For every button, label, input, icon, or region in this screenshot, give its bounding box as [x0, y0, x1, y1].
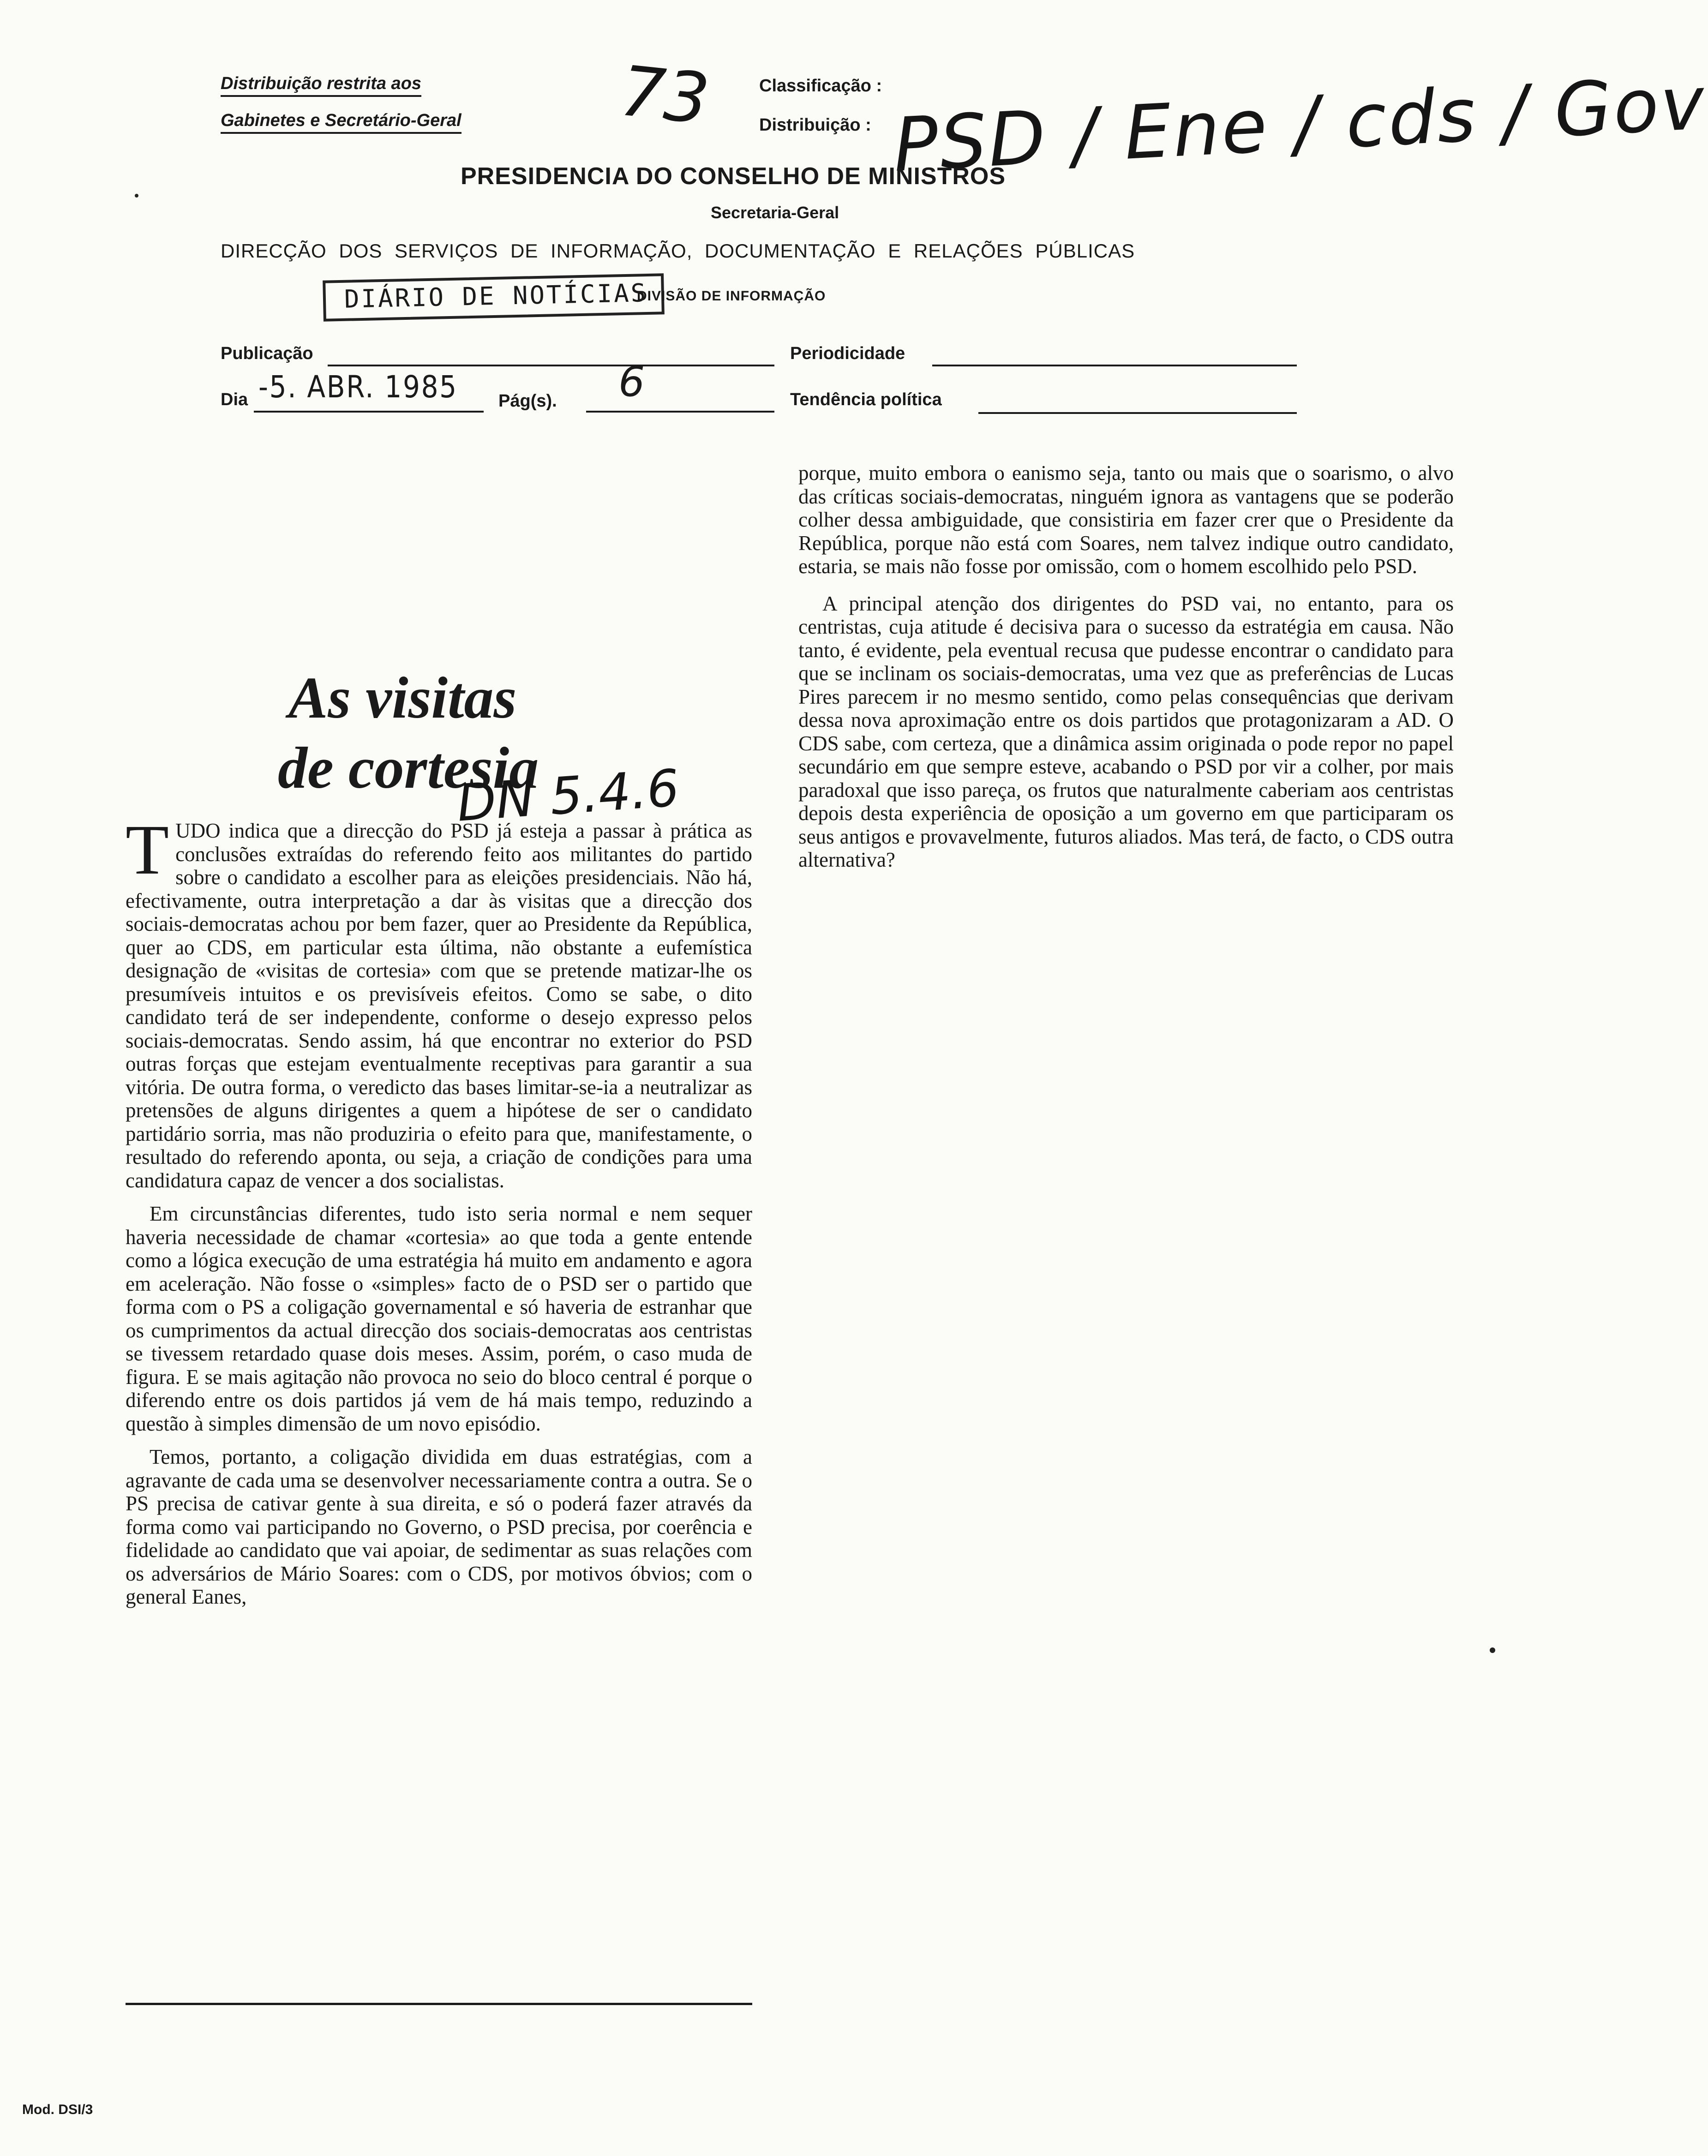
column-end-rule [126, 2003, 752, 2005]
distribution-restricted-line2: Gabinetes e Secretário-Geral [221, 111, 461, 131]
tendencia-label: Tendência política [790, 390, 942, 409]
publication-stamp: DIÁRIO DE NOTÍCIAS [323, 273, 665, 321]
article-paragraph-5: A principal atenção dos dirigentes do PSD vai, no entanto, para os centristas, cuja atitude é decisiva para o sucesso da estratégia em causa. Não tanto, é evidente, pela eventual recusa que pudesse encontrar o candidato para que se inclinam os sociais-democratas, uma vez que as preferências de Lucas Pires parecem ir no mesmo sentido, como pelas consequências que derivam dessa nova aproximação entre os dois partidos que protagonizaram a AD. O CDS sabe, com certeza, que a dinâmica assim originada o pode repor no papel secundário em que sempre esteve, acabando o PSD por vir a colher, por mais paradoxal que isso pareça, os frutos que naturalmente caberiam aos centristas depois desta experiência de oposição a um governo em que participaram os seus antigos e provavelmente, futuros aliados. Mas terá, de facto, o CDS outra alternativa? [798, 592, 1454, 871]
pags-line [586, 411, 774, 413]
publicacao-line [328, 365, 774, 366]
article-right-column [798, 461, 1454, 872]
periodicidade-line [932, 365, 1297, 366]
article-left-column [126, 811, 752, 1609]
pags-value: 6 [618, 358, 645, 406]
secretaria-geral: Secretaria-Geral [711, 203, 839, 222]
article-paragraph-3: Temos, portanto, a coligação dividida em duas estratégias, com a agravante de cada uma se desenvolver necessariamente contra a outra. Se o PS precisa de cativar gente à sua direita, e só o poderá fazer através da forma como vai participando no Governo, o PSD precisa, por coerência e fidelidade ao candidato que vai apoiar, de sedimentar as suas relações com os adversários de Mário Soares: com o CDS, por motivos óbvios; com o general Eanes, [126, 1445, 752, 1608]
dia-value: -5. ABR. 1985 [258, 369, 458, 405]
article-title-line1: As visitas [288, 665, 517, 731]
handwritten-number: 73 [617, 51, 713, 140]
pags-label: Pág(s). [498, 391, 557, 411]
article-paragraph-2: Em circunstâncias diferentes, tudo isto seria normal e nem sequer haveria necessidade de chamar «cortesia» ao que toda a gente entende como a lógica execução de uma estratégia há muito em andamento e agora em aceleração. Não fosse o «simples» facto de o PSD ser o partido que forma com o PS a coligação governamental e só haveria de estranhar que os cumprimentos da actual direcção dos sociais-democratas aos centristas se tivessem retardado quase dois meses. Assim, porém, o caso muda de figura. E se mais agitação não provoca no seio do bloco central é porque o diferendo entre os dois partidos já vem de há mais tempo, reduzindo a questão à simples dimensão de um novo episódio. [126, 1202, 752, 1435]
dia-line [254, 411, 484, 413]
organization-title: PRESIDENCIA DO CONSELHO DE MINISTROS [461, 163, 1006, 190]
form-code: Mod. DSI/3 [22, 2102, 93, 2117]
distribution-restricted-line1: Distribuição restrita aos [221, 74, 421, 94]
tendencia-line [978, 412, 1297, 414]
classificacao-label: Classificação : [759, 76, 882, 96]
article-paragraph-4: porque, muito embora o eanismo seja, tanto ou mais que o soarismo, o alvo das críticas sociais-democratas, ninguém ignora as vantagens que se poderão colher dessa ambiguidade, que consistiria em fazer crer que o Presidente da República, porque não está com Soares, nem talvez indique outro candidato, estaria, se mais não fosse por omissão, com o homem escolhido pelo PSD. [798, 461, 1454, 578]
print-speck [135, 194, 138, 198]
handwritten-annotation: DN 5.4.6 [455, 758, 681, 833]
publicacao-label: Publicação [221, 344, 313, 363]
print-speck [1490, 1647, 1495, 1653]
distribuicao-label: Distribuição : [759, 115, 871, 135]
direccao-servicos: DIRECÇÃO DOS SERVIÇOS DE INFORMAÇÃO, DOCUMENTAÇÃO E RELAÇÕES PÚBLICAS [221, 240, 1135, 262]
dia-label: Dia [221, 390, 248, 409]
article-paragraph-1: TUDO indica que a direcção do PSD já esteja a passar à prática as conclusões extraídas do referendo feito aos militantes do partido sobre o candidato a escolher para as eleições presidenciais. Não há, efectivamente, outra interpretação a dar às visitas que a direcção dos sociais-democratas achou por bem fazer, quer ao Presidente da República, quer ao CDS, em particular esta última, não obstante a eufemística designação de «visitas de cortesia» com que se pretende matizar-lhe os presumíveis intuitos e os previsíveis efeitos. Como se sabe, o dito candidato terá de ser independente, conforme o desejo expresso pelos sociais-democratas. Sendo assim, há que encontrar no exterior do PSD outras forças que estejam eventualmente receptivas para garantir a sua vitória. De outra forma, o veredicto das bases limitar-se-ia a neutralizar as pretensões de alguns dirigentes a quem a hipótese de ser o candidato partidário sorria, mas não produziria o efeito para que, manifestamente, o resultado do referendo aponta, ou seja, a criação de condições para uma candidatura capaz de vencer a dos socialistas. [126, 811, 752, 1192]
divisao-informacao: DIVISÃO DE INFORMAÇÃO [637, 288, 826, 304]
periodicidade-label: Periodicidade [790, 344, 905, 363]
handwritten-distribution: PSD / Ene / cds / Gov [891, 60, 1708, 188]
dropcap: T [126, 811, 169, 889]
article-title-line2: de cortesia [278, 735, 539, 801]
